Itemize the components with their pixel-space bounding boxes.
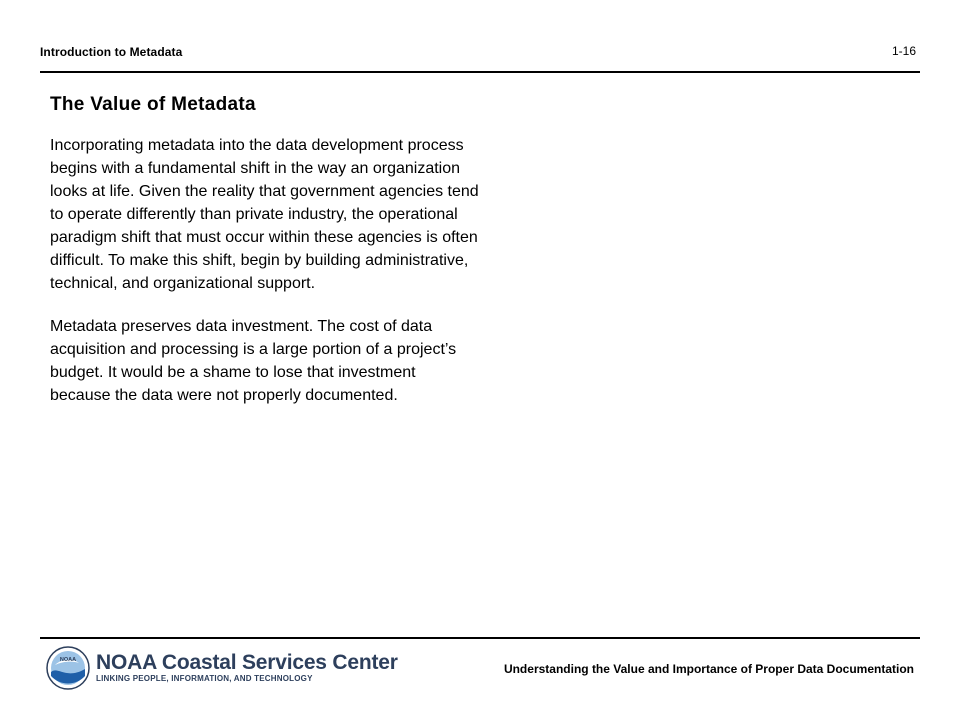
logo-tagline: LINKING PEOPLE, INFORMATION, AND TECHNOLOGY bbox=[96, 674, 313, 683]
footer-divider bbox=[40, 637, 920, 639]
header-title: Introduction to Metadata bbox=[40, 45, 183, 59]
noaa-seal-icon bbox=[46, 646, 90, 690]
page-number: 1-16 bbox=[891, 44, 916, 58]
footer-caption: Understanding the Value and Importance of Proper Data Documentation bbox=[503, 662, 914, 676]
seal-text: NOAA bbox=[59, 657, 77, 663]
logo-name: NOAA Coastal Services Center bbox=[96, 651, 398, 674]
header-divider bbox=[40, 71, 920, 73]
slide-body bbox=[50, 134, 480, 427]
noaa-csc-logo bbox=[46, 646, 398, 690]
slide-title: The Value of Metadata bbox=[50, 94, 256, 115]
body-paragraph-1: Incorporating metadata into the data development process begins with a fundamental shift in the way an organization looks at life. Given the reality that government agencies tend to operate differently than private industry, the operational paradigm shift that must occur within these agencies is often difficult. To make this shift, begin by building administrative, technical, and organizational support. bbox=[50, 137, 479, 292]
body-paragraph-2: Metadata preserves data investment. The cost of data acquisition and processing is a large portion of a project’s budget. It would be a shame to lose that investment because the data were not properly documented. bbox=[50, 318, 457, 404]
